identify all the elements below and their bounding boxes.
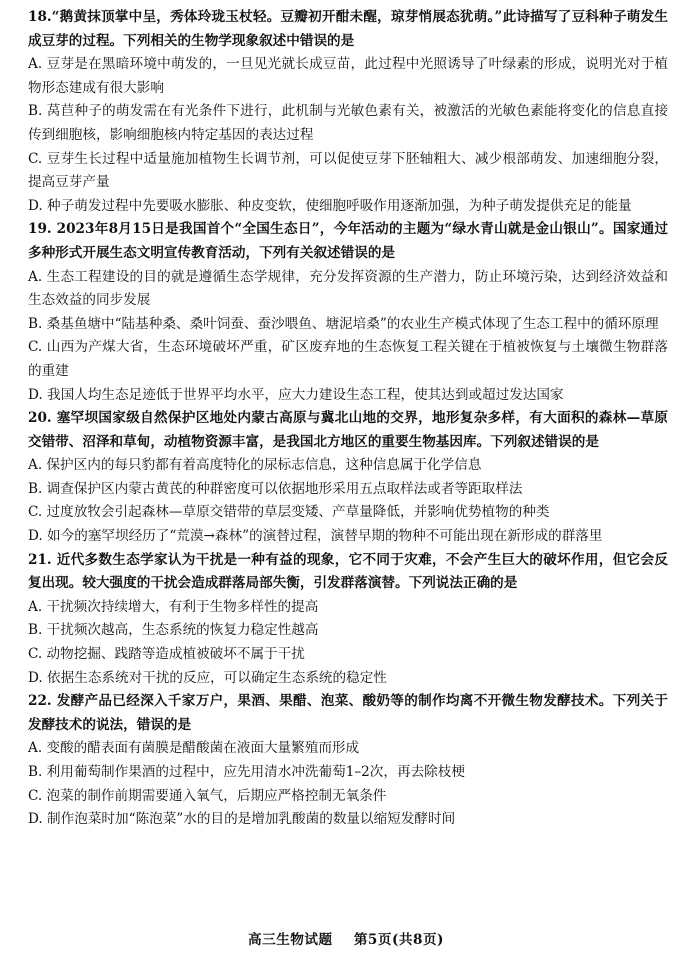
page-footer [0, 928, 692, 948]
answer-option: A. 保护区内的每只豹都有着高度特化的尿标志信息，这种信息属于化学信息 [28, 457, 482, 474]
question-stem: 20. 塞罕坝国家级自然保护区地处内蒙古高原与冀北山地的交界，地形复杂多样，有大面积的森林—草原交错带、沼泽和草甸，动植物资源丰富，是我国北方地区的重要生物基因库。下列叙述错误的是 [28, 410, 668, 450]
question-block [28, 690, 668, 832]
answer-option: D. 我国人均生态足迹低于世界平均水平，应大力建设生态工程，使其达到或超过发达国家 [28, 386, 564, 403]
answer-option: B. 利用葡萄制作果酒的过程中，应先用清水冲洗葡萄1–2次，再去除枝梗 [28, 764, 465, 780]
answer-option: C. 泡菜的制作前期需要通入氧气，后期应严格控制无氧条件 [28, 787, 387, 804]
answer-option: A. 变酸的醋表面有菌膜是醋酸菌在液面大量繁殖而形成 [28, 740, 360, 757]
answer-option: A. 干扰频次持续增大，有利于生物多样性的提高 [28, 598, 319, 615]
answer-option: B. 调查保护区内蒙古黄芪的种群密度可以依据地形采用五点取样法或者等距取样法 [28, 480, 523, 497]
footer-page-number: 第5页(共8页) [353, 932, 444, 948]
question-stem: 18.“鹅黄抹顶掌中呈，秀体玲珑玉杖轻。豆瓣初开酣未醒，琼芽悄展态犹萌。”此诗描写了豆科种子萌发生成豆芽的过程。下列相关的生物学现象叙述中错误的是 [28, 9, 668, 49]
question-block [28, 407, 668, 549]
answer-option: C. 动物挖掘、践踏等造成植被破坏不属于干扰 [28, 646, 305, 663]
answer-option: A. 豆芽是在黑暗环境中萌发的，一旦见光就长成豆苗，此过程中光照诱导了叶绿素的形成，说明光对于植物形态建成有很大影响 [28, 56, 668, 96]
answer-option: B. 莴苣种子的萌发需在有光条件下进行，此机制与光敏色素有关，被激活的光敏色素能将变化的信息直接传到细胞核，影响细胞核内特定基因的表达过程 [28, 103, 668, 143]
answer-option: A. 生态工程建设的目的就是遵循生态学规律，充分发挥资源的生产潜力，防止环境污染，达到经济效益和生态效益的同步发展 [28, 268, 668, 309]
answer-option: D. 如今的塞罕坝经历了“荒漠→森林”的演替过程，演替早期的物种不可能出现在新形成的群落里 [28, 528, 603, 545]
answer-option: D. 依据生态系统对干扰的反应，可以确定生态系统的稳定性 [28, 669, 387, 686]
answer-option: B. 桑基鱼塘中“陆基种桑、桑叶饲蚕、蚕沙喂鱼、塘泥培桑”的农业生产模式体现了生态工程中的循环原理 [28, 315, 659, 332]
answer-option: B. 干扰频次越高，生态系统的恢复力稳定性越高 [28, 622, 319, 639]
answer-option: C. 豆芽生长过程中适量施加植物生长调节剂，可以促使豆芽下胚轴粗大、减少根部萌发、加速细胞分裂，提高豆芽产量 [28, 150, 668, 191]
answer-option: C. 过度放牧会引起森林—草原交错带的草层变矮、产草量降低，并影响优势植物的种类 [28, 504, 550, 521]
question-block [28, 6, 668, 218]
question-block [28, 549, 668, 691]
footer-subject: 高三生物试题 [248, 932, 333, 948]
question-list [28, 6, 668, 832]
answer-option: C. 山西为产煤大省，生态环境破坏严重，矿区废弃地的生态恢复工程关键在于植被恢复与土壤微生物群落的重建 [28, 339, 668, 379]
answer-option: D. 制作泡菜时加“陈泡菜”水的目的是增加乳酸菌的数量以缩短发酵时间 [28, 811, 456, 828]
question-stem: 21. 近代多数生态学家认为干扰是一种有益的现象，它不同于灾难，不会产生巨大的破坏作用，但它会反复出现。较大强度的干扰会造成群落局部失衡，引发群落演替。下列说法正确的是 [28, 551, 668, 592]
question-stem: 22. 发酵产品已经深入千家万户，果酒、果醋、泡菜、酸奶等的制作均离不开微生物发酵技术。下列关于发酵技术的说法，错误的是 [28, 693, 668, 733]
question-block [28, 218, 668, 407]
question-stem: 19. 2023年8月15日是我国首个“全国生态日”，今年活动的主题为“绿水青山就是金山银山”。国家通过多种形式开展生态文明宣传教育活动，下列有关叙述错误的是 [28, 221, 668, 261]
answer-option: D. 种子萌发过程中先要吸水膨胀、种皮变软，使细胞呼吸作用逐渐加强，为种子萌发提供充足的能量 [28, 197, 632, 214]
